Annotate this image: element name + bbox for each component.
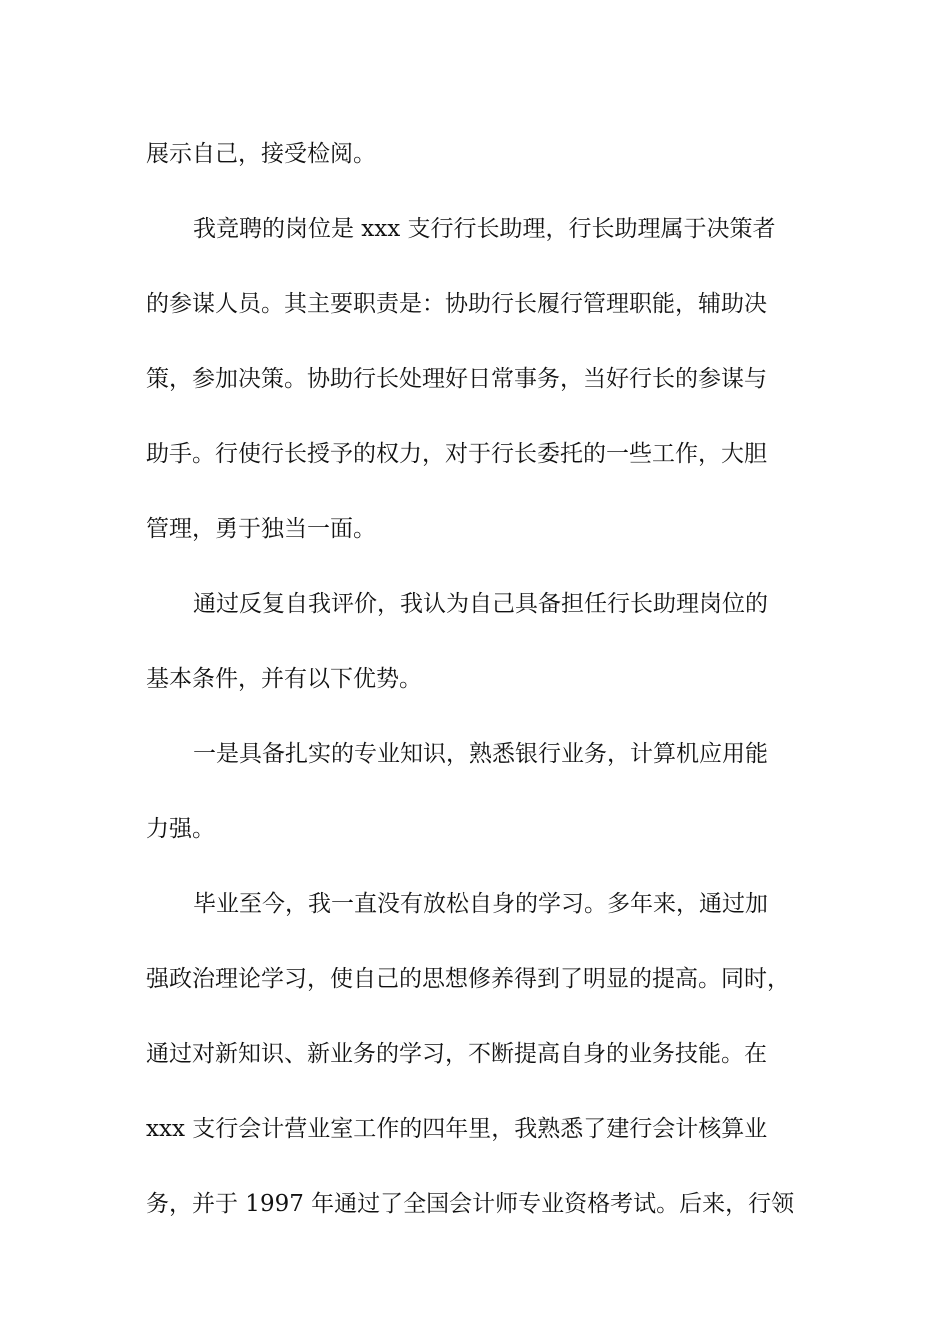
text-line: 助手。行使行长授予的权力，对于行长委托的一些工作，大胆 <box>146 441 767 467</box>
text-line: 务，并于 1997 年通过了全国会计师专业资格考试。后来，行领 <box>146 1191 795 1217</box>
text-line: 管理，勇于独当一面。 <box>146 516 376 542</box>
text-line: 基本条件，并有以下优势。 <box>146 666 422 692</box>
text-line: xxx 支行会计营业室工作的四年里，我熟悉了建行会计核算业 <box>146 1116 768 1142</box>
text-line: 展示自己，接受检阅。 <box>146 141 376 167</box>
text-line: 的参谋人员。其主要职责是：协助行长履行管理职能，辅助决 <box>146 291 767 317</box>
text-line: 一是具备扎实的专业知识，熟悉银行业务，计算机应用能 <box>193 741 768 767</box>
text-line: 我竞聘的岗位是 xxx 支行行长助理，行长助理属于决策者 <box>193 216 776 242</box>
text-line: 通过反复自我评价，我认为自己具备担任行长助理岗位的 <box>193 591 768 617</box>
text-line: 力强。 <box>146 816 215 842</box>
text-line: 强政治理论学习，使自己的思想修养得到了明显的提高。同时， <box>146 966 790 992</box>
text-line: 毕业至今，我一直没有放松自身的学习。多年来，通过加 <box>193 891 768 917</box>
text-line: 通过对新知识、新业务的学习，不断提高自身的业务技能。在 <box>146 1041 767 1067</box>
text-line: 策，参加决策。协助行长处理好日常事务，当好行长的参谋与 <box>146 366 767 392</box>
